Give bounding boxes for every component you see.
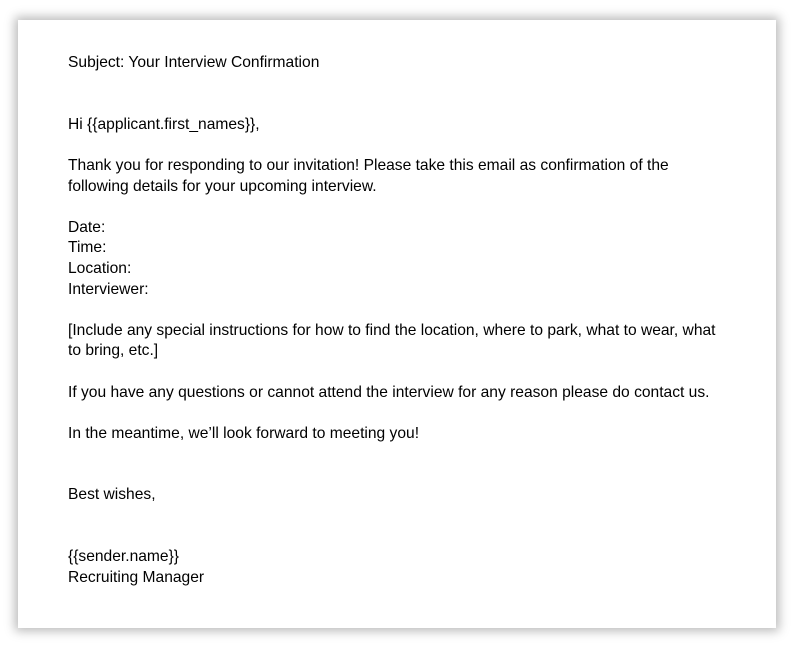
spacer — [68, 506, 776, 547]
sign-off: Best wishes, — [68, 486, 156, 504]
signature-name: {{sender.name}} — [68, 548, 179, 566]
detail-date: Date: — [68, 218, 106, 236]
detail-interviewer: Interviewer: — [68, 280, 149, 298]
spacer — [68, 362, 776, 383]
email-greeting: Hi {{applicant.first_names}}, — [68, 115, 260, 133]
email-template-document — [18, 20, 776, 628]
intro-line-2: following details for your upcoming interview. — [68, 177, 377, 195]
spacer — [68, 403, 776, 424]
contact-note: If you have any questions or cannot attend the interview for any reason please do contact us. — [68, 383, 710, 401]
detail-time: Time: — [68, 239, 107, 257]
closing-note: In the meantime, we’ll look forward to meeting you! — [68, 424, 420, 442]
signature-title: Recruiting Manager — [68, 568, 205, 586]
email-subject: Subject: Your Interview Confirmation — [68, 54, 320, 71]
detail-location: Location: — [68, 259, 132, 277]
spacer — [68, 135, 776, 156]
spacer — [68, 300, 776, 321]
spacer — [68, 197, 776, 218]
spacer — [68, 444, 776, 485]
spacer — [68, 74, 776, 115]
instructions-line-2: to bring, etc.] — [68, 342, 159, 360]
instructions-line-1: [Include any special instructions for how to find the location, where to park, what to wear, what — [68, 321, 716, 339]
intro-line-1: Thank you for responding to our invitation! Please take this email as confirmation of the — [68, 156, 669, 174]
